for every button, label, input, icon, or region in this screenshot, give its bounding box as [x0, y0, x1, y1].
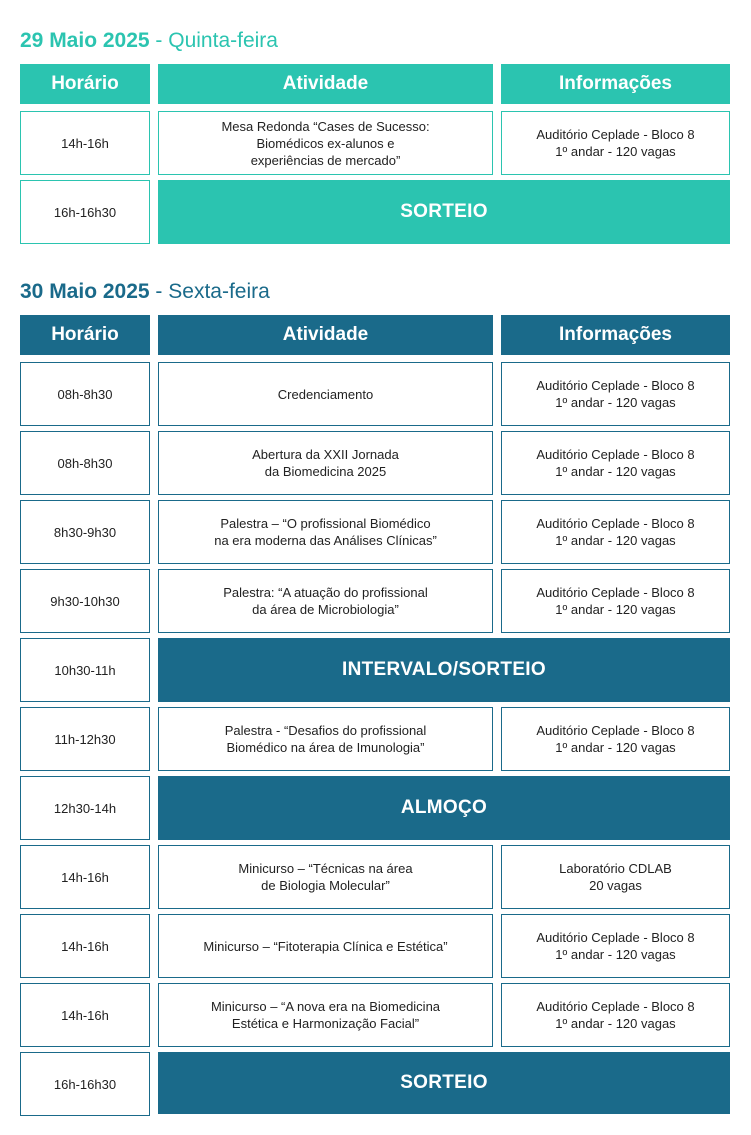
info-text: Auditório Ceplade - Bloco 8 1º andar - 120 vagas: [536, 378, 695, 410]
activity-text: Palestra - “Desafios do profissional Biomédico na área de Imunologia”: [224, 723, 427, 755]
activity-text: Mesa Redonda “Cases de Sucesso: Biomédicos ex-alunos e experiências de mercado”: [221, 118, 430, 168]
day2-row2-time: [20, 431, 150, 495]
day2-row6-activity: [158, 707, 493, 771]
day2-row11-time: [20, 1052, 150, 1116]
time-text: 14h-16h: [61, 1007, 109, 1023]
day2-header-activity: Atividade: [158, 315, 493, 355]
day2-row7-time: [20, 776, 150, 840]
day2-intervalo-banner: INTERVALO/SORTEIO: [158, 638, 730, 702]
day1-title: [20, 29, 278, 53]
time-text: 9h30-10h30: [50, 593, 120, 609]
time-text: 12h30-14h: [53, 800, 117, 816]
day2-date: 30 Maio 2025: [20, 280, 150, 303]
day1-weekday: - Quinta-feira: [149, 29, 278, 52]
day1-sorteio-banner: SORTEIO: [158, 180, 730, 244]
activity-text: Minicurso – “Fitoterapia Clínica e Estética”: [203, 938, 448, 954]
time-text: 16h-16h30: [53, 204, 117, 220]
day2-row8-info: [501, 845, 730, 909]
day2-row5-time: [20, 638, 150, 702]
day2-almoco-banner: ALMOÇO: [158, 776, 730, 840]
info-text: Auditório Ceplade - Bloco 8 1º andar - 120 vagas: [536, 930, 695, 962]
day1-header-info: Informações: [501, 64, 730, 104]
day2-row9-activity: [158, 914, 493, 978]
day2-header-info: Informações: [501, 315, 730, 355]
time-text: 08h-8h30: [57, 455, 113, 471]
day1-row2-time: [20, 180, 150, 244]
day2-row10-activity: [158, 983, 493, 1047]
day2-sorteio-banner: SORTEIO: [158, 1052, 730, 1114]
day2-row1-time: [20, 362, 150, 426]
day2-weekday: - Sexta-feira: [149, 280, 270, 303]
time-text: 11h-12h30: [54, 731, 116, 747]
activity-text: Credenciamento: [277, 386, 374, 402]
day2-row3-info: [501, 500, 730, 564]
time-text: 14h-16h: [61, 869, 109, 885]
day2-row10-info: [501, 983, 730, 1047]
day2-row4-activity: [158, 569, 493, 633]
day2-row10-time: [20, 983, 150, 1047]
activity-text: Palestra – “O profissional Biomédico na era moderna das Análises Clínicas”: [214, 516, 437, 548]
day2-row8-activity: [158, 845, 493, 909]
time-text: 16h-16h30: [53, 1076, 117, 1092]
time-text: 14h-16h: [61, 938, 109, 954]
time-text: 8h30-9h30: [53, 524, 117, 540]
activity-text: Minicurso – “A nova era na Biomedicina Estética e Harmonização Facial”: [210, 999, 441, 1031]
day2-row1-info: [501, 362, 730, 426]
day2-row4-info: [501, 569, 730, 633]
time-text: 10h30-11h: [54, 662, 116, 678]
day2-row6-time: [20, 707, 150, 771]
day2-row6-info: [501, 707, 730, 771]
day2-row4-time: [20, 569, 150, 633]
info-text: Auditório Ceplade - Bloco 8 1º andar - 120 vagas: [536, 723, 695, 755]
day2-row8-time: [20, 845, 150, 909]
day2-row2-activity: [158, 431, 493, 495]
time-text: 14h-16h: [61, 135, 109, 151]
info-text: Auditório Ceplade - Bloco 8 1º andar - 120 vagas: [536, 999, 695, 1031]
info-text: Auditório Ceplade - Bloco 8 1º andar - 120 vagas: [536, 127, 695, 159]
day2-row1-activity: [158, 362, 493, 426]
day2-title: [20, 280, 270, 304]
day2-row3-activity: [158, 500, 493, 564]
activity-text: Abertura da XXII Jornada da Biomedicina 2025: [252, 447, 399, 479]
day2-row9-time: [20, 914, 150, 978]
info-text: Auditório Ceplade - Bloco 8 1º andar - 120 vagas: [536, 447, 695, 479]
day1-row1-time: [20, 111, 150, 175]
day2-row3-time: [20, 500, 150, 564]
day1-row1-activity: [158, 111, 493, 175]
time-text: 08h-8h30: [57, 386, 113, 402]
day2-header-time: Horário: [20, 315, 150, 355]
day1-header-time: Horário: [20, 64, 150, 104]
day2-row9-info: [501, 914, 730, 978]
activity-text: Palestra: “A atuação do profissional da área de Microbiologia”: [223, 585, 428, 617]
day1-row1-info: [501, 111, 730, 175]
info-text: Laboratório CDLAB 20 vagas: [559, 861, 672, 893]
day1-date: 29 Maio 2025: [20, 29, 150, 52]
day2-row2-info: [501, 431, 730, 495]
activity-text: Minicurso – “Técnicas na área de Biologia Molecular”: [238, 861, 413, 893]
info-text: Auditório Ceplade - Bloco 8 1º andar - 120 vagas: [536, 516, 695, 548]
info-text: Auditório Ceplade - Bloco 8 1º andar - 120 vagas: [536, 585, 695, 617]
day1-header-activity: Atividade: [158, 64, 493, 104]
